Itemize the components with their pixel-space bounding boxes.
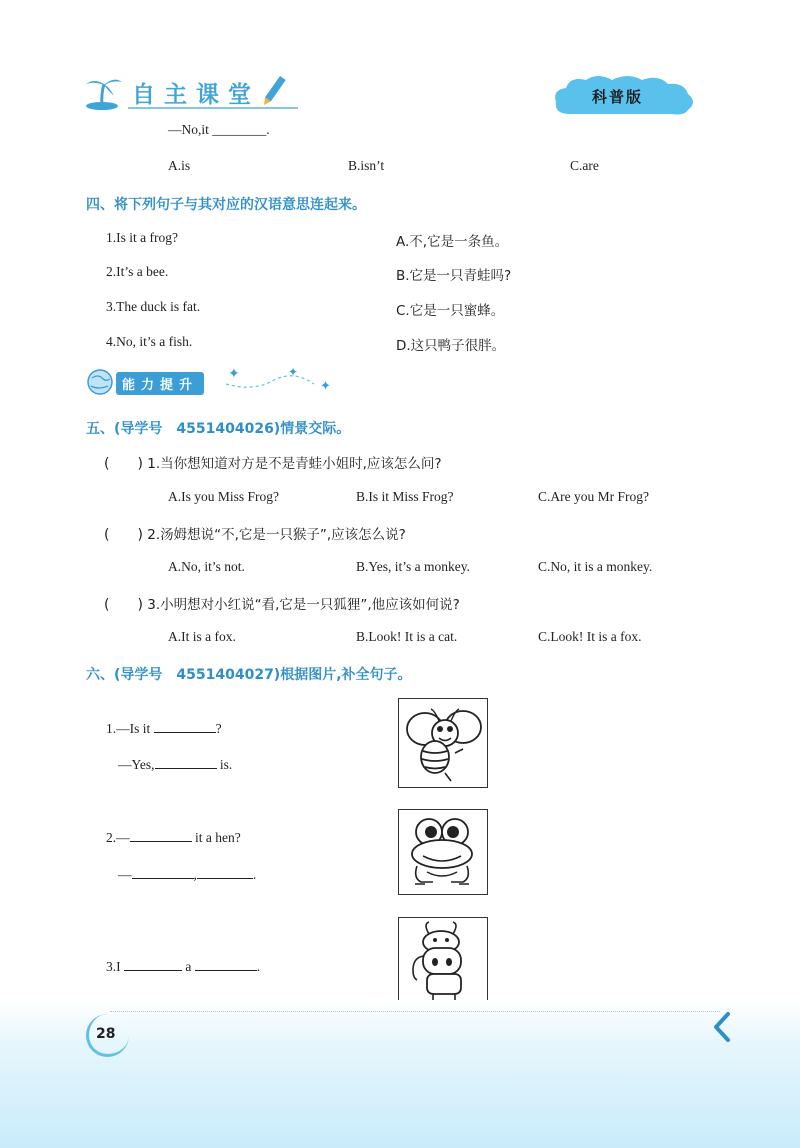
s4-left-3: 3.The duck is fat. <box>106 299 201 314</box>
s4-right-c: C.它是一只蜜蜂。 <box>396 303 505 319</box>
section4-heading: 四、将下列句子与其对应的汉语意思连起来。 <box>86 197 366 213</box>
s5-q1-option-b: B.Is it Miss Frog? <box>356 489 454 504</box>
section5-heading: 五、(导学号 4551404026)情景交际。 <box>86 421 351 437</box>
s4-left-1: 1.Is it a frog? <box>106 230 178 245</box>
frog-icon <box>399 810 487 894</box>
s5-q1-row <box>104 452 442 473</box>
s5-q3-option-b: B.Look! It is a cat. <box>356 629 458 644</box>
answer-blank[interactable] <box>154 720 216 733</box>
s4-right-a: A.不,它是一条鱼。 <box>396 234 509 250</box>
q3-option-a: A.is <box>168 158 191 173</box>
edition-label: 科普版 <box>592 88 644 106</box>
stars-decoration-icon <box>224 362 344 396</box>
s5-q1-option-c: C.Are you Mr Frog? <box>538 489 649 504</box>
answer-blank[interactable] <box>197 866 253 879</box>
answer-blank[interactable] <box>124 958 182 971</box>
footer-divider <box>110 1011 720 1012</box>
q3-option-c: C.are <box>570 158 599 173</box>
bee-picture <box>398 698 488 788</box>
s5-q1-prompt: 1.当你想知道对方是不是青蛙小姐时,应该怎么问? <box>147 456 442 472</box>
answer-paren[interactable]: ( ) <box>104 597 143 613</box>
s4-left-4: 4.No, it’s a fish. <box>106 334 193 349</box>
s5-q1-option-a: A.Is you Miss Frog? <box>168 489 280 504</box>
q3-option-b: B.isn’t <box>348 158 385 173</box>
answer-blank[interactable] <box>155 756 217 769</box>
s5-q2-option-b: B.Yes, it’s a monkey. <box>356 559 471 574</box>
s4-right-d: D.这只鸭子很胖。 <box>396 338 506 354</box>
cow-icon <box>399 918 487 1006</box>
answer-paren[interactable]: ( ) <box>104 456 143 472</box>
s5-q3-option-a: A.It is a fox. <box>168 629 236 644</box>
svg-text:✦: ✦ <box>228 366 240 382</box>
frog-picture <box>398 809 488 895</box>
header-title: 自主课堂 <box>132 82 260 108</box>
svg-text:✦: ✦ <box>320 379 331 394</box>
s6-item1-line2: —Yes, is. <box>118 757 233 772</box>
s4-right-b: B.它是一只青蛙吗? <box>396 268 512 284</box>
s4-left-2: 2.It’s a bee. <box>106 264 169 279</box>
s5-q3-row <box>104 593 460 614</box>
s6-item2-line2: — , . <box>118 867 257 882</box>
answer-paren[interactable]: ( ) <box>104 527 143 543</box>
chevron-left-icon[interactable] <box>712 1012 732 1042</box>
s5-q2-prompt: 2.汤姆想说“不,它是一只猴子”,应该怎么说? <box>147 527 406 543</box>
s6-item3-line1: 3.I a . <box>106 959 261 974</box>
answer-blank[interactable] <box>195 958 257 971</box>
svg-text:✦: ✦ <box>288 365 299 379</box>
cow-picture <box>398 917 488 1007</box>
s5-q3-option-c: C.Look! It is a fox. <box>538 629 642 644</box>
answer-blank[interactable] <box>132 866 194 879</box>
s5-q3-prompt: 3.小明想对小红说“看,它是一只狐狸”,他应该如何说? <box>147 597 460 613</box>
answer-line: —No,it ________. <box>168 122 270 137</box>
s6-item1-line1: 1.—Is it ? <box>106 721 222 736</box>
answer-blank[interactable] <box>130 829 192 842</box>
s6-item2-line1: 2.— it a hen? <box>106 830 241 845</box>
s5-q2-row <box>104 523 406 544</box>
bee-icon <box>399 699 487 787</box>
s5-q2-option-c: C.No, it is a monkey. <box>538 559 653 574</box>
globe-icon <box>86 368 116 396</box>
page-number: 28 <box>96 1026 116 1042</box>
section6-heading: 六、(导学号 4551404027)根据图片,补全句子。 <box>86 667 412 683</box>
banner-label: 能力提升 <box>116 372 204 395</box>
s5-q2-option-a: A.No, it’s not. <box>168 559 245 574</box>
